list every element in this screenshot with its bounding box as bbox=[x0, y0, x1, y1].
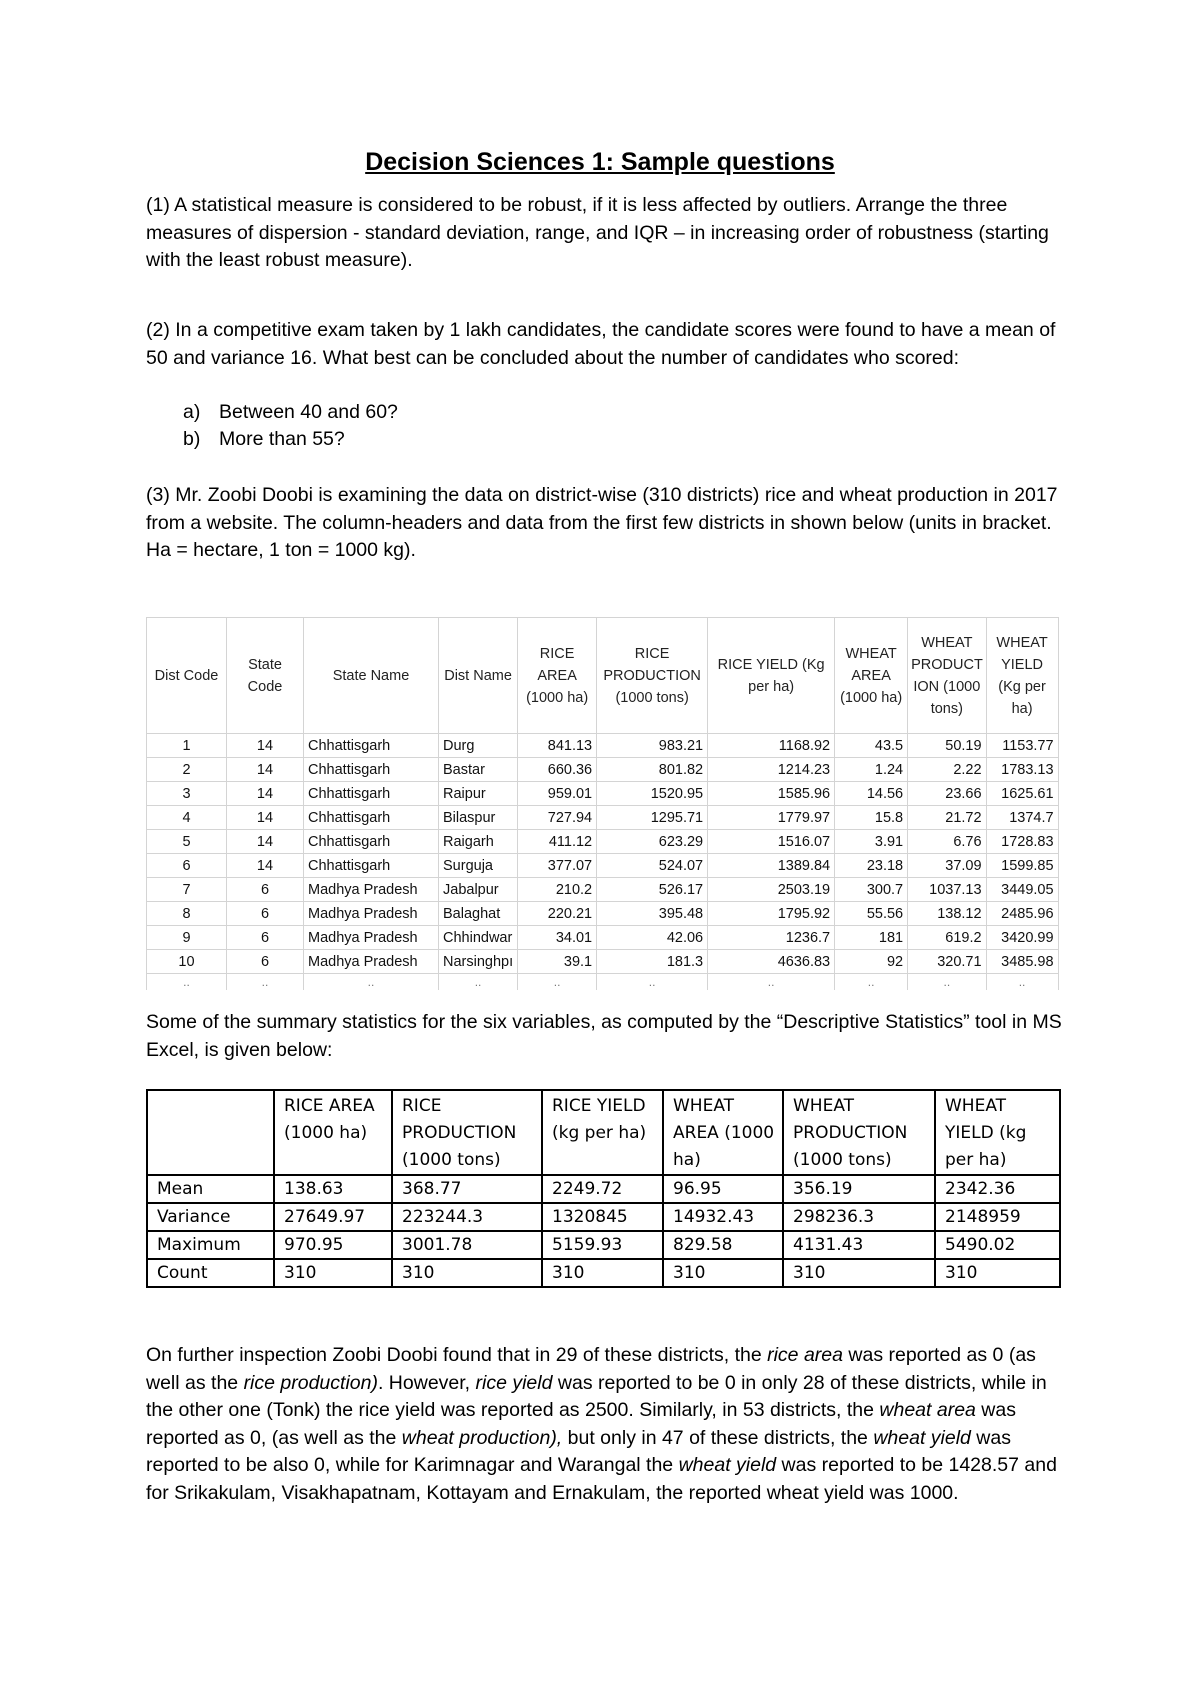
part-label: b) bbox=[183, 428, 201, 450]
paragraph-text: was reported to be 1428.57 and for Srikakulam, Visakhapatnam, Kottayam and Ernakulam, the reported wheat yield was 1000. bbox=[146, 1454, 1057, 1504]
table-cell: 10 bbox=[147, 950, 227, 974]
summary-row-variance bbox=[147, 1203, 1060, 1231]
column-header: RICE YIELD (Kg per ha) bbox=[708, 618, 835, 734]
table-cell: 1320845 bbox=[542, 1203, 663, 1231]
table-cell: 2 bbox=[147, 758, 227, 782]
part-label: a) bbox=[183, 401, 201, 423]
table-cell: Chhindwar bbox=[439, 926, 518, 950]
ellipsis: .. bbox=[835, 974, 908, 991]
paragraph-text: On further inspection Zoobi Doobi found that in 29 of these districts, the bbox=[146, 1344, 768, 1366]
part-text: Between 40 and 60? bbox=[219, 401, 398, 423]
table-row bbox=[147, 950, 1059, 974]
column-header: WHEAT YIELD (Kg per ha) bbox=[986, 618, 1058, 734]
continuation-row bbox=[147, 974, 1059, 991]
row-label: Count bbox=[147, 1259, 274, 1287]
table-cell: 6 bbox=[147, 854, 227, 878]
table-cell: 310 bbox=[663, 1259, 783, 1287]
table-cell: 1168.92 bbox=[708, 734, 835, 758]
table-cell: 96.95 bbox=[663, 1175, 783, 1203]
table-cell: 15.8 bbox=[835, 806, 908, 830]
table-cell: 959.01 bbox=[518, 782, 597, 806]
column-header: RICE PRODUCTION (1000 tons) bbox=[392, 1090, 542, 1175]
table-cell: Durg bbox=[439, 734, 518, 758]
table-cell: 619.2 bbox=[908, 926, 986, 950]
table-cell: 660.36 bbox=[518, 758, 597, 782]
column-header: WHEAT YIELD (kg per ha) bbox=[935, 1090, 1060, 1175]
table-cell: 310 bbox=[392, 1259, 542, 1287]
table-cell: 4 bbox=[147, 806, 227, 830]
table-cell: 34.01 bbox=[518, 926, 597, 950]
table-cell: 1 bbox=[147, 734, 227, 758]
table-cell: 2342.36 bbox=[935, 1175, 1060, 1203]
table-cell: 5490.02 bbox=[935, 1231, 1060, 1259]
table-row bbox=[147, 830, 1059, 854]
table-cell: 6 bbox=[227, 878, 304, 902]
ellipsis: .. bbox=[708, 974, 835, 991]
table-cell: 395.48 bbox=[597, 902, 708, 926]
table-cell: 220.21 bbox=[518, 902, 597, 926]
table-cell: 1295.71 bbox=[597, 806, 708, 830]
table-cell: 37.09 bbox=[908, 854, 986, 878]
table-cell: 3 bbox=[147, 782, 227, 806]
column-header: RICE YIELD (kg per ha) bbox=[542, 1090, 663, 1175]
table-cell: 4131.43 bbox=[783, 1231, 935, 1259]
table-cell: 7 bbox=[147, 878, 227, 902]
table-cell: Raipur bbox=[439, 782, 518, 806]
table-cell: 6 bbox=[227, 950, 304, 974]
paragraph-text: was reported as 0, (as well as the bbox=[146, 1399, 1016, 1449]
emphasis-text: rice area bbox=[767, 1344, 843, 1366]
table-cell: Madhya Pradesh bbox=[304, 950, 439, 974]
question-1 bbox=[146, 192, 1071, 275]
table-cell: Narsinghpı bbox=[439, 950, 518, 974]
question-2-text: In a competitive exam taken by 1 lakh candidates, the candidate scores were found to have a mean of 50 and variance 16. What best can be concluded about the number of candidates who scored: bbox=[146, 319, 1056, 369]
table-cell: 377.07 bbox=[518, 854, 597, 878]
table-cell: 841.13 bbox=[518, 734, 597, 758]
emphasis-text: wheat production), bbox=[401, 1426, 563, 1449]
table-cell: 1625.61 bbox=[986, 782, 1058, 806]
paragraph-text: was reported as 0 (as well as the bbox=[146, 1344, 1036, 1394]
table-row bbox=[147, 902, 1059, 926]
table-cell: 8 bbox=[147, 902, 227, 926]
ellipsis: .. bbox=[908, 974, 986, 991]
table-cell: Chhattisgarh bbox=[304, 758, 439, 782]
question-2-part-b bbox=[183, 426, 345, 454]
table-cell: 3449.05 bbox=[986, 878, 1058, 902]
emphasis-text: wheat yield bbox=[678, 1454, 777, 1476]
table-cell: 5 bbox=[147, 830, 227, 854]
table-cell: 23.66 bbox=[908, 782, 986, 806]
table-cell: 1.24 bbox=[835, 758, 908, 782]
table-cell: 2148959 bbox=[935, 1203, 1060, 1231]
table-cell: 1599.85 bbox=[986, 854, 1058, 878]
table-cell: 411.12 bbox=[518, 830, 597, 854]
table-cell: 1153.77 bbox=[986, 734, 1058, 758]
table-cell: 1374.7 bbox=[986, 806, 1058, 830]
ellipsis: .. bbox=[304, 974, 439, 991]
table-cell: 4636.83 bbox=[708, 950, 835, 974]
table-cell: 320.71 bbox=[908, 950, 986, 974]
table-cell: Bastar bbox=[439, 758, 518, 782]
table-cell: 14 bbox=[227, 758, 304, 782]
table-row bbox=[147, 854, 1059, 878]
table-cell: 300.7 bbox=[835, 878, 908, 902]
table-cell: 356.19 bbox=[783, 1175, 935, 1203]
table-row bbox=[147, 878, 1059, 902]
summary-row-mean bbox=[147, 1175, 1060, 1203]
summary-row-count bbox=[147, 1259, 1060, 1287]
summary-statistics-table bbox=[146, 1089, 1061, 1288]
column-header: RICE AREA (1000 ha) bbox=[518, 618, 597, 734]
table-cell: Madhya Pradesh bbox=[304, 878, 439, 902]
question-3-number: (3) bbox=[146, 484, 170, 506]
table-cell: 223244.3 bbox=[392, 1203, 542, 1231]
paragraph-text: was reported to be 0 in only 28 of these districts, while in the other one (Tonk) the rice yield was reported as 2500. Similarly, in 53 districts, the bbox=[146, 1371, 1047, 1421]
table-row bbox=[147, 926, 1059, 950]
question-2-part-a bbox=[183, 399, 398, 427]
table-cell: Chhattisgarh bbox=[304, 782, 439, 806]
table-cell: Jabalpur bbox=[439, 878, 518, 902]
table-cell: 1520.95 bbox=[597, 782, 708, 806]
ellipsis: .. bbox=[986, 974, 1058, 991]
table-cell: 1795.92 bbox=[708, 902, 835, 926]
question-2 bbox=[146, 317, 1071, 372]
row-label: Variance bbox=[147, 1203, 274, 1231]
table-cell: 3485.98 bbox=[986, 950, 1058, 974]
table-cell: 1516.07 bbox=[708, 830, 835, 854]
table-cell: Bilaspur bbox=[439, 806, 518, 830]
table-cell: 43.5 bbox=[835, 734, 908, 758]
column-header: WHEAT PRODUCTION (1000 tons) bbox=[783, 1090, 935, 1175]
summary-intro: Some of the summary statistics for the six variables, as computed by the “Descriptive Statistics” tool in MS Excel, is given below: bbox=[146, 1011, 1062, 1061]
table-cell: 970.95 bbox=[274, 1231, 392, 1259]
table-cell: 55.56 bbox=[835, 902, 908, 926]
table-cell: 1779.97 bbox=[708, 806, 835, 830]
table-cell: 6 bbox=[227, 902, 304, 926]
column-header: WHEAT AREA (1000 ha) bbox=[663, 1090, 783, 1175]
table-cell: 14 bbox=[227, 854, 304, 878]
table-cell: 310 bbox=[935, 1259, 1060, 1287]
ellipsis: .. bbox=[439, 974, 518, 991]
emphasis-text: rice production) bbox=[243, 1371, 378, 1394]
column-header: RICE PRODUCTION (1000 tons) bbox=[597, 618, 708, 734]
column-header bbox=[147, 1090, 274, 1175]
ellipsis: .. bbox=[147, 974, 227, 991]
table-cell: 23.18 bbox=[835, 854, 908, 878]
page-title: Decision Sciences 1: Sample questions bbox=[365, 148, 835, 176]
table-cell: 42.06 bbox=[597, 926, 708, 950]
table-cell: 623.29 bbox=[597, 830, 708, 854]
summary-header-row bbox=[147, 1090, 1060, 1175]
paragraph-text: . However, bbox=[377, 1371, 476, 1394]
table-cell: 1728.83 bbox=[986, 830, 1058, 854]
table-row bbox=[147, 782, 1059, 806]
table-cell: 1389.84 bbox=[708, 854, 835, 878]
table-cell: 181.3 bbox=[597, 950, 708, 974]
table-cell: 801.82 bbox=[597, 758, 708, 782]
table-cell: Raigarh bbox=[439, 830, 518, 854]
column-header: State Code bbox=[227, 618, 304, 734]
column-header: Dist Name bbox=[439, 618, 518, 734]
table-cell: 526.17 bbox=[597, 878, 708, 902]
question-3-text: Mr. Zoobi Doobi is examining the data on district-wise (310 districts) rice and wheat production in 2017 from a website. The column-headers and data from the first few districts in shown below (units in bracket. Ha = hectare, 1 ton = 1000 kg). bbox=[146, 484, 1058, 561]
column-header: WHEAT PRODUCT ION (1000 tons) bbox=[908, 618, 986, 734]
table-cell: 210.2 bbox=[518, 878, 597, 902]
column-header: WHEAT AREA (1000 ha) bbox=[835, 618, 908, 734]
question-3 bbox=[146, 482, 1071, 565]
table-cell: 14 bbox=[227, 734, 304, 758]
emphasis-text: rice yield bbox=[475, 1371, 553, 1394]
table-cell: 138.63 bbox=[274, 1175, 392, 1203]
table-cell: 3.91 bbox=[835, 830, 908, 854]
table-cell: 1037.13 bbox=[908, 878, 986, 902]
table-cell: Chhattisgarh bbox=[304, 854, 439, 878]
table-cell: 727.94 bbox=[518, 806, 597, 830]
final-paragraph bbox=[146, 1342, 1071, 1507]
column-header: RICE AREA (1000 ha) bbox=[274, 1090, 392, 1175]
table-cell: 14.56 bbox=[835, 782, 908, 806]
table-row bbox=[147, 758, 1059, 782]
table-cell: 3001.78 bbox=[392, 1231, 542, 1259]
table-cell: 298236.3 bbox=[783, 1203, 935, 1231]
table-cell: 310 bbox=[542, 1259, 663, 1287]
question-2-number: (2) bbox=[146, 319, 170, 341]
paragraph-text: was reported to be also 0, while for Karimnagar and Warangal the bbox=[146, 1426, 1011, 1476]
summary-row-maximum bbox=[147, 1231, 1060, 1259]
table-cell: 5159.93 bbox=[542, 1231, 663, 1259]
table-cell: 6.76 bbox=[908, 830, 986, 854]
table-cell: 1214.23 bbox=[708, 758, 835, 782]
table-cell: Balaghat bbox=[439, 902, 518, 926]
table-cell: 9 bbox=[147, 926, 227, 950]
district-data-table bbox=[146, 617, 1059, 990]
table-cell: 310 bbox=[274, 1259, 392, 1287]
table-cell: 368.77 bbox=[392, 1175, 542, 1203]
table-cell: Chhattisgarh bbox=[304, 830, 439, 854]
table-cell: 138.12 bbox=[908, 902, 986, 926]
emphasis-text: wheat yield bbox=[873, 1426, 971, 1449]
table-cell: 50.19 bbox=[908, 734, 986, 758]
ellipsis: .. bbox=[227, 974, 304, 991]
table-cell: 21.72 bbox=[908, 806, 986, 830]
emphasis-text: wheat area bbox=[879, 1399, 976, 1421]
table-cell: 2.22 bbox=[908, 758, 986, 782]
table-cell: 1585.96 bbox=[708, 782, 835, 806]
question-1-text: A statistical measure is considered to be robust, if it is less affected by outliers. Arrange the three measures of dispersion - standard deviation, range, and IQR – in increasing order of robustness (starting with the least robust measure). bbox=[146, 194, 1049, 271]
table-cell: 2503.19 bbox=[708, 878, 835, 902]
paragraph-text: but only in 47 of these districts, the bbox=[562, 1426, 874, 1449]
table-row bbox=[147, 734, 1059, 758]
table-cell: 92 bbox=[835, 950, 908, 974]
table-cell: Madhya Pradesh bbox=[304, 926, 439, 950]
row-label: Mean bbox=[147, 1175, 274, 1203]
table-cell: 2485.96 bbox=[986, 902, 1058, 926]
table-cell: Chhattisgarh bbox=[304, 734, 439, 758]
table-cell: 829.58 bbox=[663, 1231, 783, 1259]
ellipsis: .. bbox=[597, 974, 708, 991]
column-header: State Name bbox=[304, 618, 439, 734]
column-header: Dist Code bbox=[147, 618, 227, 734]
table-cell: Chhattisgarh bbox=[304, 806, 439, 830]
table-cell: 181 bbox=[835, 926, 908, 950]
table-cell: 14 bbox=[227, 830, 304, 854]
row-label: Maximum bbox=[147, 1231, 274, 1259]
table-cell: 1783.13 bbox=[986, 758, 1058, 782]
table-header-row bbox=[147, 618, 1059, 734]
ellipsis: .. bbox=[518, 974, 597, 991]
table-cell: Surguja bbox=[439, 854, 518, 878]
table-cell: 14932.43 bbox=[663, 1203, 783, 1231]
table-cell: 3420.99 bbox=[986, 926, 1058, 950]
table-row bbox=[147, 806, 1059, 830]
question-1-number: (1) bbox=[146, 194, 170, 216]
table-cell: 14 bbox=[227, 806, 304, 830]
table-cell: Madhya Pradesh bbox=[304, 902, 439, 926]
table-cell: 310 bbox=[783, 1259, 935, 1287]
table-cell: 6 bbox=[227, 926, 304, 950]
table-cell: 39.1 bbox=[518, 950, 597, 974]
part-text: More than 55? bbox=[219, 428, 345, 450]
table-cell: 1236.7 bbox=[708, 926, 835, 950]
table-cell: 27649.97 bbox=[274, 1203, 392, 1231]
table-cell: 983.21 bbox=[597, 734, 708, 758]
table-cell: 2249.72 bbox=[542, 1175, 663, 1203]
table-cell: 14 bbox=[227, 782, 304, 806]
table-cell: 524.07 bbox=[597, 854, 708, 878]
